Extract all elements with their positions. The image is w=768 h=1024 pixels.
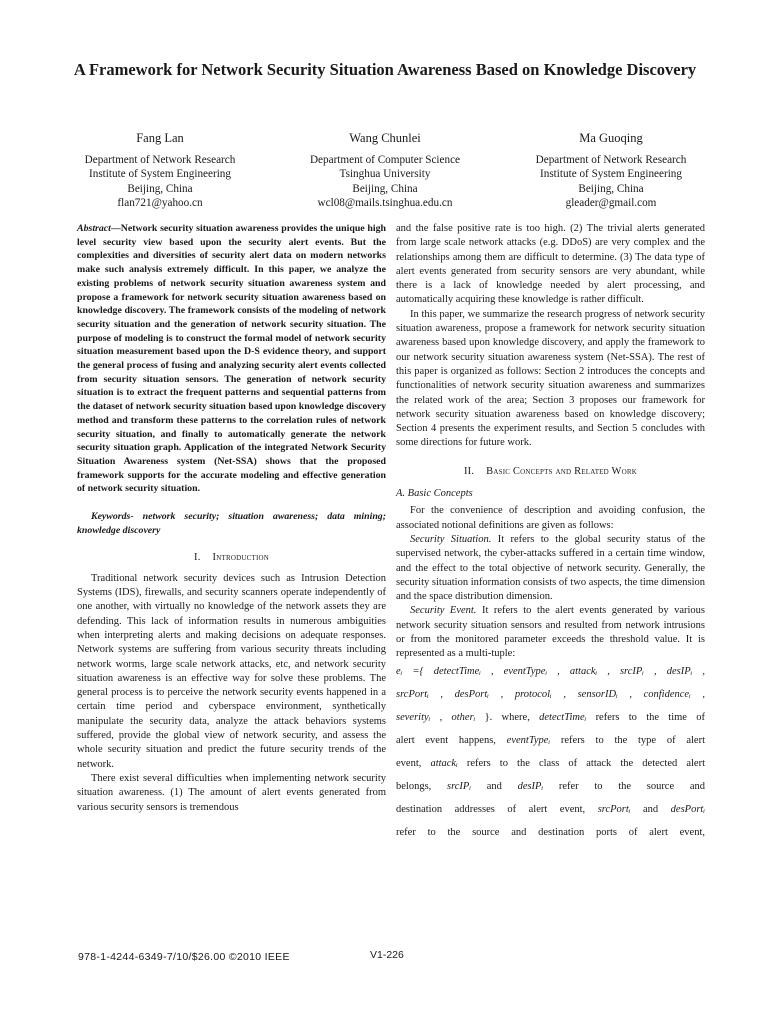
copyright-footer: 978-1-4244-6349-7/10/$26.00 ©2010 IEEE [78,951,290,963]
paragraph: Traditional network security devices such as Intrusion Detection Systems (IDS), firewalls, and security scanners operate independently of one another, with virtually no knowledge of the network assets they are defending. This lack of information results in numerous ambiguities when interpreting alerts and making decisions on adequate responses. Network systems are suffering from various security threats including network worms, large scale network attacks, etc, and network security situation awareness is an effective way for solve these problems. The general process is to perceive the network security events happened in a certain time period and cyberspace environment, synthetically manipulate the security data, analyze the attack behaviors systems suffered, provide the global view of network security, and assess the whole security situation and predict the future security trends of the network. [77,572,386,770]
page-number: V1-226 [370,949,404,961]
definition-text: It refers to the alert events generated by various network security situation sensors and resulted from network intrusions or from the monitored parameter exceeds the threshold value. It is represented as a multi-tuple: [396,605,705,660]
text-line [396,800,705,819]
text-line [396,754,705,773]
formula-line [396,708,705,727]
abstract-dash: — [110,223,121,234]
author-block-2 [270,131,500,211]
keywords: Keywords- network security; situation awareness; data mining; knowledge discovery [77,511,386,536]
paper-title: A Framework for Network Security Situation Awareness Based on Knowledge Discovery [73,60,697,79]
math-term: detectTimeᵢ [539,711,587,723]
formula-line: srcPortᵢ , desPortᵢ , protocolᵢ , sensorIDᵢ , confidenceᵢ , [396,688,705,700]
abstract-label: Abstract [77,223,111,234]
section-title: Basic Concepts and Related Work [486,465,638,477]
math-term: desIPᵢ [517,780,544,792]
subsection-heading: A. Basic Concepts [396,488,473,500]
math-term: eventTypeᵢ [506,734,551,746]
term: Security Event. [410,605,477,617]
math-term: srcIPᵢ [446,780,471,792]
author-email: wcl08@mails.tsinghua.edu.cn [317,197,453,210]
paragraph: In this paper, we summarize the research progress of network security situation awareness, propose a framework for network security situation awareness based upon knowledge discovery, and apply the framework to our network security situation awareness system (Net-SSA). The rest of this paper is organized as follows: Section 2 introduces the concepts and functionalities of network security situation awareness and summarizes the related work of the area; Section 3 proposes our framework for network security situation awareness based on knowledge discovery; Section 4 presents the experiment results, and Section 5 concludes with some directions for future work. [396,308,705,449]
definition-security-situation [396,533,705,604]
author-location: Beijing, China [127,182,193,195]
left-column [77,222,386,815]
text-run: refers to the class of attack the detected alert [457,757,705,769]
text-run: belongs, [396,780,447,792]
section-heading-introduction [77,551,386,565]
paragraph: and the false positive rate is too high. (2) The trivial alerts generated from large scale network attacks (e.g. DDoS) are very complex and the relationships among them are difficult to determine. (3) The data type of alert events generated from security sensors are very abundant, while there is a lack of knowledge needed by alert processing, and automatically acquiring these knowledge is rather difficult. [396,223,705,306]
math-term: desPortᵢ [670,803,705,815]
author-name: Ma Guoqing [579,131,643,145]
right-column [396,222,705,842]
paragraph: For the convenience of description and avoiding confusion, the associated notional definitions are given as follows: [396,505,705,531]
text-run: alert event happens, [396,734,507,746]
author-location: Beijing, China [352,182,418,195]
author-email: flan721@yahoo.cn [117,197,203,210]
abstract [77,222,386,496]
section-number: II. [463,465,475,477]
text-line: refer to the source and destination ports of alert event, [396,826,705,838]
term: Security Situation. [410,533,492,545]
text-run: }. where, [475,711,540,723]
formula-line: eᵢ ={ detectTimeᵢ , eventTypeᵢ , attackᵢ , srcIPᵢ , desIPᵢ , [396,665,705,677]
author-block-3 [496,131,726,211]
author-affiliation: Institute of System Engineering [89,168,231,181]
abstract-text: Network security situation awareness provides the unique high level security view based upon the security alert events. But the complexities and diversities of security alert data on modern networks make such analysis extremely difficult. In this paper, we analyze the existing problems of network security situation awareness system and propose a framework for network security situation awareness based on knowledge discovery. The framework consists of the modeling of network security situation and the generation of network security situation. The purpose of modeling is to construct the formal model of network security situation measurement based upon the D-S evidence theory, and support the general process of fusing and analyzing security alert events collected from security situation sensors. The generation of network security situation is to extract the frequent patterns and sequential patterns from the dataset of network security situation based upon knowledge discovery method and transform these patterns to the correlation rules of network security situation, and finally to automatically generate the network security situation graph. Application of the integrated Network Security Situation Awareness system (Net-SSA) shows that the proposed framework supports for the accurate modeling and effective generation of network security situation. [77,223,386,495]
section-heading-basic-concepts [396,465,705,479]
text-run: and [471,780,518,792]
text-run: refers to the time of [586,711,705,723]
math-term: attackᵢ [430,757,458,769]
text-run: destination addresses of alert event, [396,803,598,815]
author-affiliation: Department of Network Research [535,153,687,166]
author-location: Beijing, China [578,182,644,195]
definition-text: It refers to the global security status of the supervised network, the cyber-attacks suffered in a certain time window, and the effect to the total objective of network security. Generally, the security situation information consists of two aspects, the time dimension and the space distribution dimension. [396,533,705,603]
author-block-1 [45,131,275,211]
math-term: srcPortᵢ [597,803,631,815]
author-name: Fang Lan [136,131,184,145]
author-affiliation: Tsinghua University [339,168,431,181]
text-line [396,777,705,796]
text-run: refers to the type of alert [550,734,705,746]
author-affiliation: Institute of System Engineering [540,168,682,181]
text-run: event, [396,757,431,769]
author-name: Wang Chunlei [349,131,421,145]
paragraph: There exist several difficulties when implementing network security situation awareness. (1) The amount of alert events generated from various security sensors is tremendous [77,772,386,813]
definition-security-event [396,604,705,661]
section-number: I. [194,552,201,564]
text-line [396,731,705,750]
section-title: Introduction [212,552,269,564]
math-term: severityᵢ , otherᵢ [396,711,476,723]
author-affiliation: Department of Computer Science [309,153,461,166]
author-affiliation: Department of Network Research [84,153,236,166]
text-run: and [630,803,671,815]
author-email: gleader@gmail.com [565,197,657,210]
text-run: refer to the source and [543,780,705,792]
